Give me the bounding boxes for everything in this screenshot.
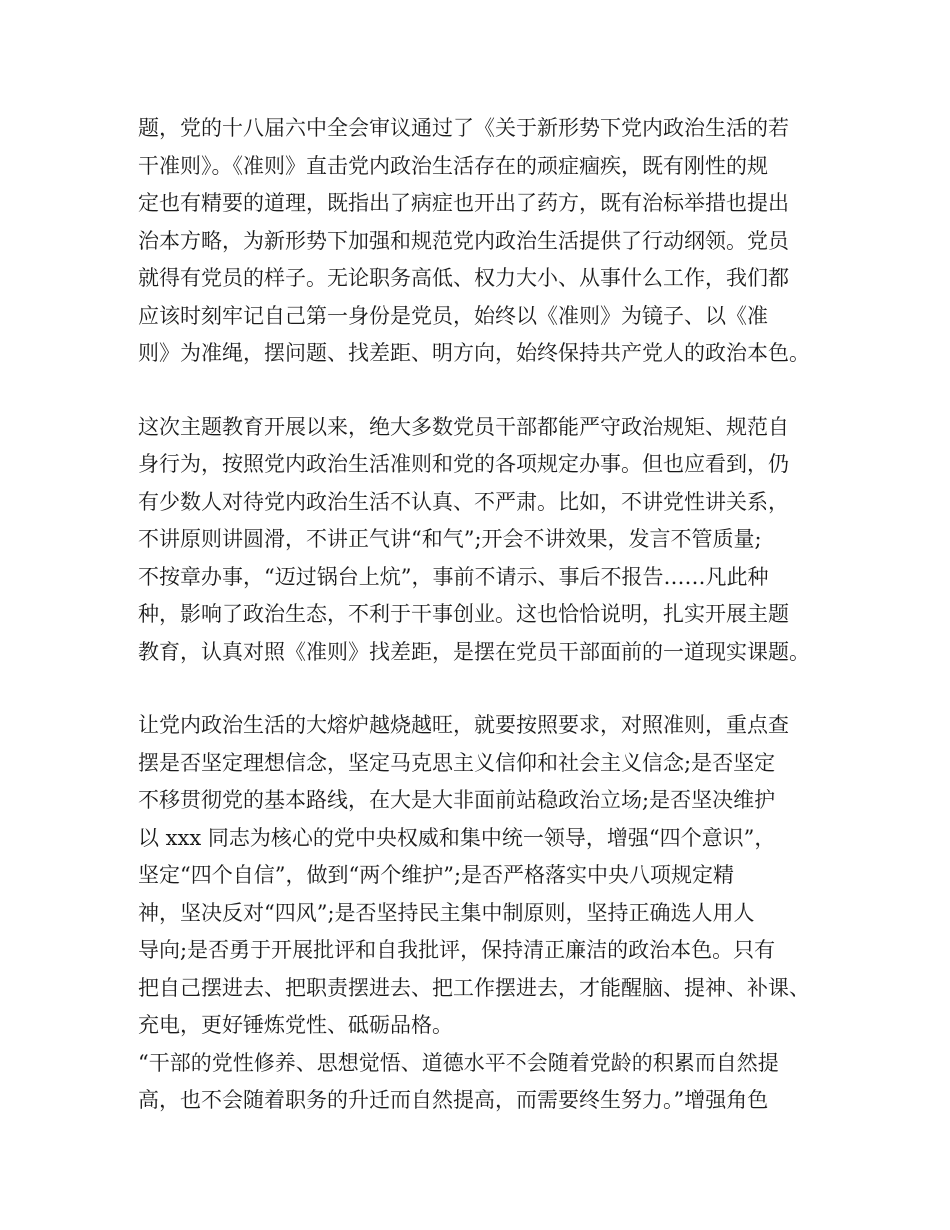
text-line: 身行为，按照党内政治生活准则和党的各项规定办事。但也应看到，仍	[138, 452, 789, 476]
paragraph-2	[138, 409, 838, 672]
text-line: 把自己摆进去、把职责摆进去、把工作摆进去，才能醒脑、提神、补课、	[138, 975, 810, 1000]
document-page	[138, 110, 838, 1120]
text-line: 以 xxx 同志为核心的党中央权威和集中统一领导，增强“四个意识”，	[138, 825, 776, 850]
paragraph-gap	[138, 373, 838, 409]
text-line: 摆是否坚定理想信念，坚定马克思主义信仰和社会主义信念;是否坚定	[138, 750, 776, 775]
text-line: 充电，更好锤炼党性、砥砺品格。	[138, 1013, 453, 1037]
text-line: 不按章办事，“迈过锅台上炕”，事前不请示、事后不报告……凡此种	[138, 564, 769, 589]
text-line: 教育，认真对照《准则》找差距，是摆在党员干部面前的一道现实课题。	[138, 639, 810, 664]
text-line: 定也有精要的道理，既指出了病症也开出了药方，既有治标举措也提出	[138, 191, 789, 215]
text-line: 让党内政治生活的大熔炉越烧越旺，就要按照要求，对照准则，重点查	[138, 713, 789, 737]
text-line: 导向;是否勇于开展批评和自我批评，保持清正廉洁的政治本色。只有	[138, 938, 776, 962]
paragraph-1	[138, 110, 838, 373]
text-line: 有少数人对待党内政治生活不认真、不严肃。比如，不讲党性讲关系，	[138, 489, 789, 514]
text-line: 不移贯彻党的基本路线，在大是大非面前站稳政治立场;是否坚决维护	[138, 788, 776, 812]
text-line: 题，党的十八届六中全会审议通过了《关于新形势下党内政治生活的若	[138, 116, 789, 140]
text-line: 治本方略，为新形势下加强和规范党内政治生活提供了行动纲领。党员	[138, 228, 789, 253]
paragraph-3	[138, 707, 838, 1120]
text-line: 这次主题教育开展以来，绝大多数党员干部都能严守政治规矩、规范自	[138, 414, 789, 439]
text-line: 则》为准绳，摆问题、找差距、明方向，始终保持共产党人的政治本色。	[138, 341, 810, 365]
text-line: 种，影响了政治生态，不利于干事创业。这也恰恰说明，扎实开展主题	[138, 602, 789, 626]
text-line: “干部的党性修养、思想觉悟、道德水平不会随着党龄的积累而自然提	[138, 1050, 779, 1075]
text-line: 就得有党员的样子。无论职务高低、权力大小、从事什么工作，我们都	[138, 266, 789, 290]
text-line: 干准则》。《准则》直击党内政治生活存在的顽症痼疾，既有刚性的规	[138, 153, 768, 178]
paragraph-gap	[138, 671, 838, 707]
text-line: 不讲原则讲圆滑，不讲正气讲“和气”;开会不讲效果，发言不管质量;	[138, 527, 762, 551]
text-line: 应该时刻牢记自己第一身份是党员，始终以《准则》为镜子、以《准	[138, 303, 768, 328]
text-line: 坚定“四个自信”，做到“两个维护”;是否严格落实中央八项规定精	[138, 863, 735, 887]
text-line: 高，也不会随着职务的升迁而自然提高，而需要终生努力。”增强角色	[138, 1088, 769, 1112]
text-line: 神，坚决反对“四风”;是否坚持民主集中制原则，坚持正确选人用人	[138, 900, 755, 925]
